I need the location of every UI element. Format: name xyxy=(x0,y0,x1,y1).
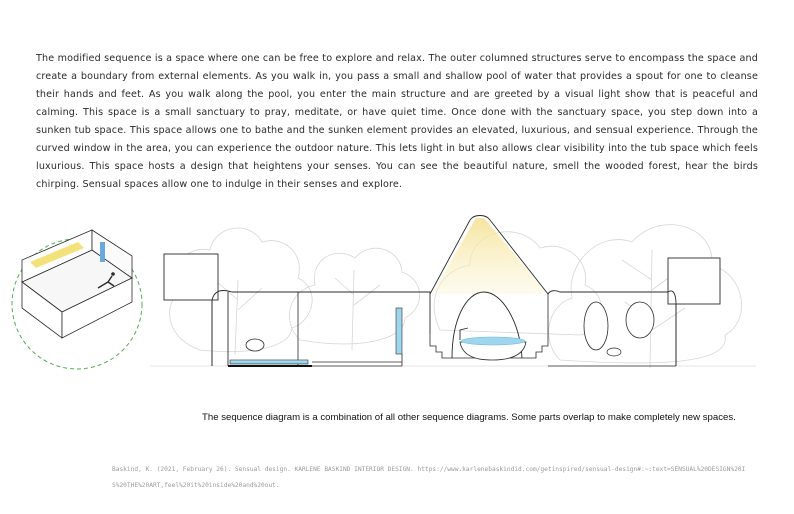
pool-hall xyxy=(212,290,430,366)
tub-water xyxy=(461,337,525,345)
curved-window xyxy=(396,308,402,354)
inset-window xyxy=(100,242,105,262)
pebble-window xyxy=(626,302,654,338)
diagram-caption: The sequence diagram is a combination of all other sequence diagrams. Some parts overlap to make completely new spaces. xyxy=(202,412,736,423)
citation: Baskind, K. (2021, February 26). Sensual design. KARLENE BASKIND INTERIOR DESIGN. https://www.karlenebaskindid.com/getinspired/sensual-design#:~:text=SENSUAL%20DESIGN%20IS%20THE%20ART,feel%20it%20inside%20and%20out. xyxy=(112,466,746,489)
pebble-right xyxy=(584,302,608,350)
column-right xyxy=(668,258,720,366)
shallow-pool xyxy=(230,360,308,364)
sanctuary xyxy=(430,216,548,361)
light-cone xyxy=(432,218,548,294)
description-paragraph: The modified sequence is a space where one can be free to explore and relax. The outer columned structures serve to encompass the space and create a boundary from external elements. As you walk in, you pass a small and shallow pool of water that provides a spout for one to cleanse their hands and feet. As you walk along the pool, you enter the main structure and are greeted by a visual light show that is peaceful and calming. This space is a small sanctuary to pray, meditate, or have quiet time. Once done with the sanctuary space, you step down into a sunken tub space. This space allows one to bathe and the sunken element provides an elevated, luxurious, and sensual experience. Through the curved window in the area, you can experience the outdoor nature. This lets light in but also allows clear visibility into the tub space which feels luxurious. This space hosts a design that heightens your senses. You can see the beautiful nature, smell the wooded forest, hear the birds chirping. Sensual spaces allow one to indulge in their senses and explore. xyxy=(36,53,758,190)
tub-wing xyxy=(548,291,676,366)
tub-spout xyxy=(460,328,468,340)
axonometric-inset xyxy=(12,230,142,369)
pebble-left xyxy=(246,339,264,351)
column-left xyxy=(164,254,218,366)
sequence-diagram xyxy=(0,190,794,390)
